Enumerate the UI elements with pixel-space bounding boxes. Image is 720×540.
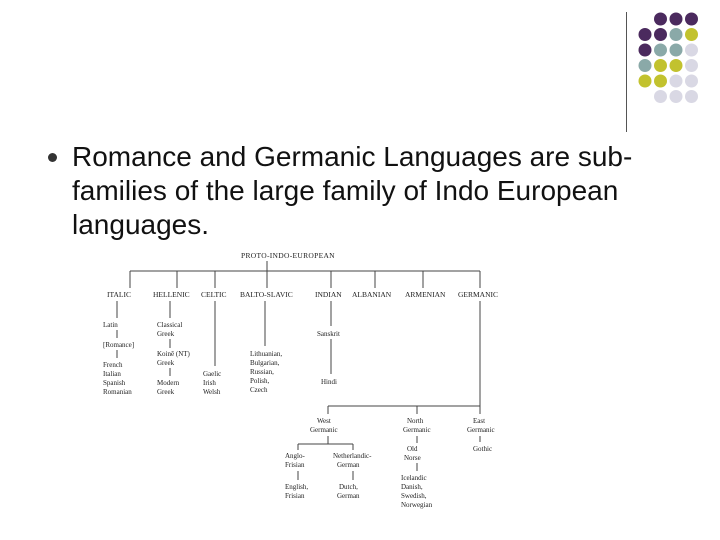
anglo-frisian-0: Anglo- bbox=[285, 452, 305, 460]
decorative-dot bbox=[685, 44, 698, 57]
hellenic-classical-0: Classical bbox=[157, 321, 183, 329]
scandinavian-2: Swedish, bbox=[401, 492, 427, 500]
decorative-dot bbox=[685, 13, 698, 26]
balto-slavic-modern-1: Bulgarian, bbox=[250, 359, 280, 367]
italic-romance: [Romance] bbox=[103, 341, 135, 349]
neth-german-1: German bbox=[337, 461, 360, 469]
decorative-dot bbox=[654, 90, 667, 103]
decorative-dot bbox=[654, 75, 667, 88]
language-family-tree bbox=[95, 248, 515, 518]
balto-slavic-modern-2: Russian, bbox=[250, 368, 274, 376]
dutch-german-1: German bbox=[337, 492, 360, 500]
branch-armenian: ARMENIAN bbox=[405, 290, 446, 299]
decorative-divider-line bbox=[626, 12, 627, 132]
germanic-north-0: North bbox=[407, 417, 424, 425]
decorative-dot bbox=[654, 28, 667, 41]
scandinavian-3: Norwegian bbox=[401, 501, 433, 509]
dutch-german-0: Dutch, bbox=[339, 483, 358, 491]
neth-german-0: Netherlandic- bbox=[333, 452, 372, 460]
bullet-text: Romance and Germanic Languages are sub-families of the large family of Indo European languages. bbox=[72, 141, 633, 240]
italic-modern-3: Romanian bbox=[103, 388, 132, 396]
scandinavian-1: Danish, bbox=[401, 483, 423, 491]
celtic-modern-1: Irish bbox=[203, 379, 216, 387]
decorative-dot bbox=[654, 44, 667, 57]
anglo-frisian-1: Frisian bbox=[285, 461, 305, 469]
decorative-dot bbox=[670, 44, 683, 57]
balto-slavic-modern-3: Polish, bbox=[250, 377, 270, 385]
branch-italic: ITALIC bbox=[107, 290, 131, 299]
bullet-icon bbox=[48, 153, 57, 162]
hellenic-koine-1: Greek bbox=[157, 359, 175, 367]
decorative-dot bbox=[670, 13, 683, 26]
english-frisian-0: English, bbox=[285, 483, 309, 491]
decorative-dot bbox=[654, 59, 667, 72]
english-frisian-1: Frisian bbox=[285, 492, 305, 500]
decorative-dot-grid bbox=[0, 0, 720, 140]
germanic-north-1: Germanic bbox=[403, 426, 431, 434]
branch-germanic: GERMANIC bbox=[458, 290, 499, 299]
decorative-dot bbox=[685, 75, 698, 88]
decorative-dot bbox=[685, 59, 698, 72]
old-norse-0: Old bbox=[407, 445, 418, 453]
decorative-dot bbox=[654, 13, 667, 26]
branch-balto-slavic: BALTO-SLAVIC bbox=[240, 290, 293, 299]
east-gothic: Gothic bbox=[473, 445, 493, 453]
hellenic-modern-1: Greek bbox=[157, 388, 175, 396]
branch-celtic: CELTIC bbox=[201, 290, 227, 299]
hellenic-classical-1: Greek bbox=[157, 330, 175, 338]
germanic-east-1: Germanic bbox=[467, 426, 495, 434]
decorative-dot bbox=[670, 28, 683, 41]
hellenic-koine-0: Koinē (NT) bbox=[157, 350, 190, 358]
tree-root-label: PROTO-INDO-EUROPEAN bbox=[241, 251, 335, 260]
italic-modern-2: Spanish bbox=[103, 379, 126, 387]
decorative-dot bbox=[639, 75, 652, 88]
decorative-dot bbox=[639, 44, 652, 57]
decorative-dot bbox=[639, 59, 652, 72]
decorative-dot bbox=[670, 75, 683, 88]
celtic-modern-2: Welsh bbox=[203, 388, 221, 396]
germanic-west-1: Germanic bbox=[310, 426, 338, 434]
hellenic-modern-0: Modern bbox=[157, 379, 180, 387]
italic-latin: Latin bbox=[103, 321, 118, 329]
decorative-dot bbox=[685, 90, 698, 103]
germanic-east-0: East bbox=[473, 417, 486, 425]
branch-albanian: ALBANIAN bbox=[352, 290, 392, 299]
italic-modern-1: Italian bbox=[103, 370, 121, 378]
germanic-west-0: West bbox=[317, 417, 331, 425]
indian-hindi: Hindi bbox=[321, 378, 337, 386]
balto-slavic-modern-4: Czech bbox=[250, 386, 268, 394]
decorative-dot bbox=[685, 28, 698, 41]
scandinavian-0: Icelandic bbox=[401, 474, 427, 482]
decorative-dot bbox=[670, 90, 683, 103]
celtic-modern-0: Gaelic bbox=[203, 370, 222, 378]
branch-hellenic: HELLENIC bbox=[153, 290, 190, 299]
balto-slavic-modern-0: Lithuanian, bbox=[250, 350, 283, 358]
branch-indian: INDIAN bbox=[315, 290, 342, 299]
indian-sanskrit: Sanskrit bbox=[317, 330, 340, 338]
decorative-dot bbox=[639, 28, 652, 41]
old-norse-1: Norse bbox=[404, 454, 421, 462]
decorative-dot bbox=[670, 59, 683, 72]
italic-modern-0: French bbox=[103, 361, 123, 369]
